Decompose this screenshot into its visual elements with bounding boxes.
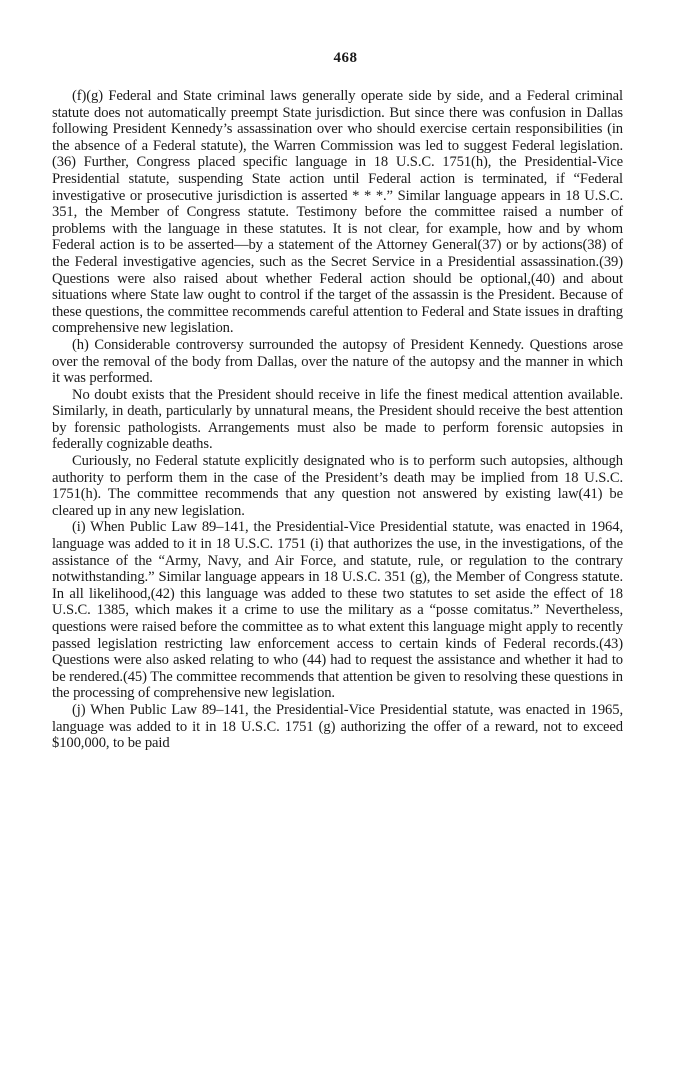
page-number: 468: [333, 50, 358, 66]
paragraph-j-reward: (j) When Public Law 89–141, the Presidential-Vice Presidential statute, was enacted in 1965, language was added to it in 18 U.S.C. 1751 (g) authorizing the offer of a reward, not to exceed $100,000, to be paid: [52, 701, 623, 752]
paragraph-h-autopsy-controversy: (h) Considerable controversy surrounded the autopsy of President Kennedy. Questions arose over the removal of the body from Dallas, over the nature of the autopsy and the manner in which it was performed.: [52, 336, 623, 387]
paragraph-medical-attention: No doubt exists that the President should receive in life the finest medical attention available. Similarly, in death, particularly by unnatural means, the President should receive the best attention by forensic pathologists. Arrangements must also be made to perform forensic autopsies in federally cognizable deaths.: [52, 386, 623, 453]
body-text: [52, 88, 623, 752]
paragraph-i-military-assistance: (i) When Public Law 89–141, the Presidential-Vice Presidential statute, was enacted in 1964, language was added to it in 18 U.S.C. 1751 (i) that authorizes the use, in the investigations, of the assistance of the “Army, Navy, and Air Force, and statute, rule, or regulation to the contrary notwithstanding.” Similar language appears in 18 U.S.C. 351 (g), the Member of Congress statute. In all likelihood,(42) this language was added to these two statutes to set aside the effect of 18 U.S.C. 1385, which makes it a crime to use the military as a “posse comitatus.” Nevertheless, questions were raised before the committee as to what extent this language might apply to recently passed legislation restricting law enforcement access to certain kinds of Federal records.(43) Questions were also asked relating to who (44) had to request the assistance and whether it had to be rendered.(45) The committee recommends that attention be given to resolving these questions in the processing of comprehensive new legislation.: [52, 519, 623, 702]
paragraph-f-g-federal-state-jurisdiction: (f)(g) Federal and State criminal laws generally operate side by side, and a Federal criminal statute does not automatically preempt State jurisdiction. But since there was confusion in Dallas following President Kennedy’s assassination over who should exercise certain responsibilities (in the absence of a Federal statute), the Warren Commission was led to suggest Federal legislation.(36) Further, Congress placed specific language in 18 U.S.C. 1751(h), the Presidential-Vice Presidential statute, suspending State action until Federal action is terminated, if “Federal investigative or prosecutive jurisdiction is asserted * * *.” Similar language appears in 18 U.S.C. 351, the Member of Congress statute. Testimony before the committee raised a number of problems with the language in these statutes. It is not clear, for example, how and by whom Federal action is to be asserted—by a statement of the Attorney General(37) or by actions(38) of the Federal investigative agencies, such as the Secret Service in a Presidential assassination.(39) Questions were also raised about whether Federal action should be optional,(40) and about situations where State law ought to control if the target of the assassin is the President. Because of these questions, the committee recommends careful attention to Federal and State issues in drafting comprehensive new legislation.: [52, 88, 623, 337]
paragraph-autopsy-authority: Curiously, no Federal statute explicitly designated who is to perform such autopsies, although authority to perform them in the case of the President’s death may be implied from 18 U.S.C. 1751(h). The committee recommends that any question not answered by existing law(41) be cleared up in any new legislation.: [52, 453, 623, 519]
